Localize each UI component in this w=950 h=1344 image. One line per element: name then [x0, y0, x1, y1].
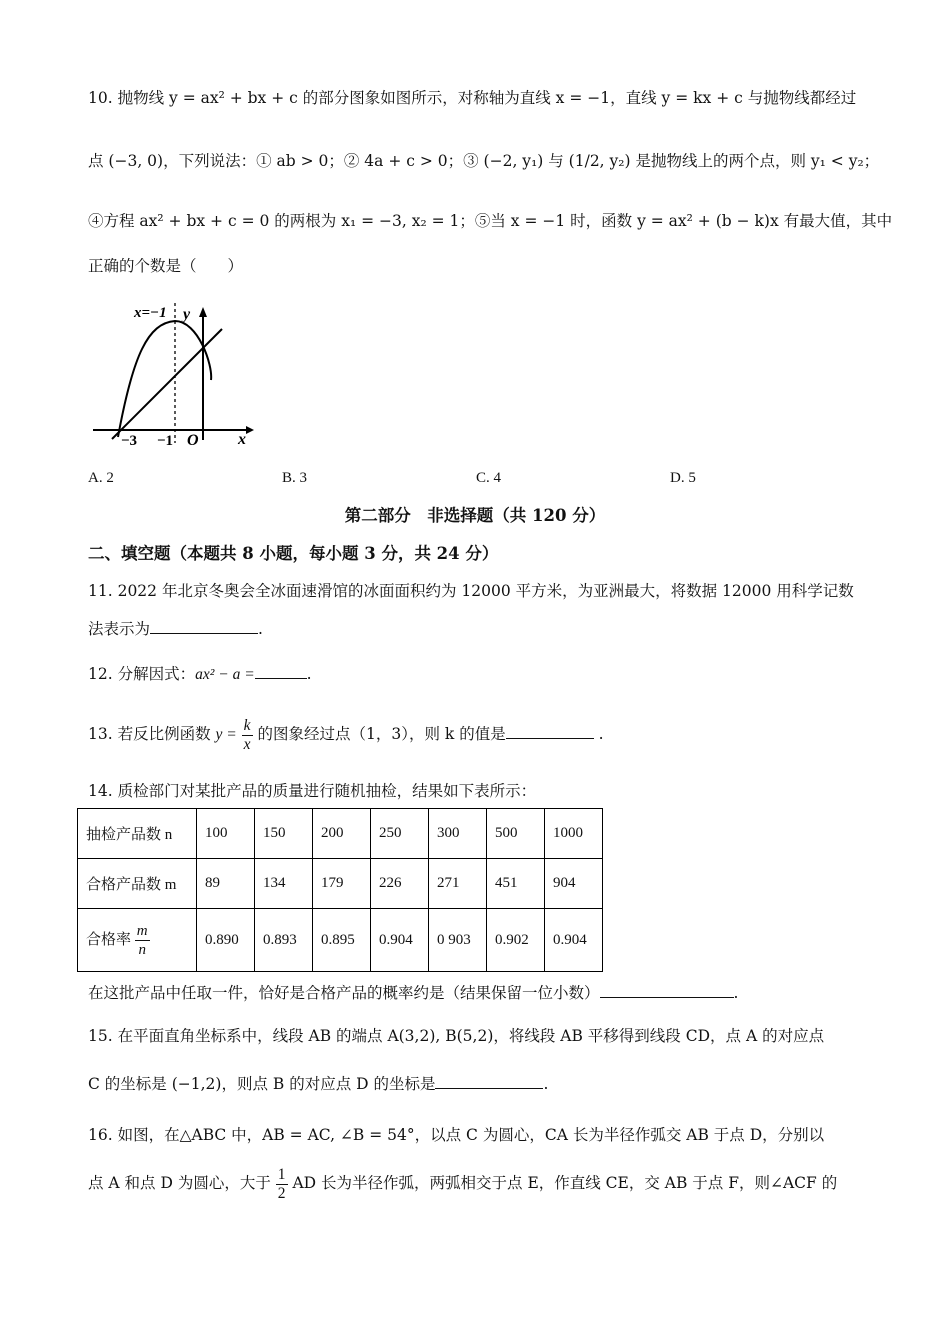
rate-num: m	[136, 922, 148, 939]
q13-post: 的图象经过点（1，3），则 k 的值是	[257, 725, 506, 743]
option-d: D. 5	[670, 470, 696, 486]
q12-text: 12. 分解因式：	[88, 665, 196, 683]
part2-title: 第二部分 非选择题（共 120 分）	[344, 506, 606, 525]
table-cell: 0.890	[197, 909, 255, 972]
row-header-n: 抽检产品数 n	[78, 809, 197, 859]
table-cell: 150	[255, 809, 313, 859]
q16-line2	[88, 1160, 837, 1206]
option-c: C. 4	[476, 470, 502, 486]
half-fraction	[276, 1166, 288, 1203]
q13-line: 13. 若反比例函数 y = $\frac{k}{x}$ 的图象经过点（1，3），则 k 的值是 .	[88, 716, 604, 753]
q12-line: 12. 分解因式：ax² − a = .	[88, 665, 312, 683]
q16-line2b: AD 长为半径作弧，两弧相交于点 E，作直线 CE，交 AB 于点 F，则∠ACF 的	[292, 1174, 838, 1192]
table-cell: 0 903	[429, 909, 487, 972]
table-cell: 904	[545, 859, 603, 909]
tick-minus1: −1	[157, 433, 174, 449]
row-header-rate	[78, 909, 197, 972]
q13-fraction	[242, 717, 253, 754]
table-cell: 451	[487, 859, 545, 909]
table-row	[78, 809, 603, 859]
table-cell: 100	[197, 809, 255, 859]
q13-pre: 13. 若反比例函数	[88, 725, 211, 743]
q15-line1: 15. 在平面直角坐标系中，线段 AB 的端点 A(3,2), B(5,2)，将线段 AB 平移得到线段 CD，点 A 的对应点	[88, 1027, 825, 1045]
x-axis-arrow	[246, 426, 254, 434]
table-cell: 1000	[545, 809, 603, 859]
y-axis-arrow	[199, 307, 207, 317]
answer-blank-11[interactable]	[150, 618, 258, 634]
q10-line4: 正确的个数是（ ）	[88, 257, 244, 275]
straight-line	[112, 329, 222, 439]
q16-line2a: 点 A 和点 D 为圆心，大于	[88, 1174, 271, 1192]
answer-blank-14[interactable]	[600, 982, 734, 998]
option-a: A. 2	[88, 470, 114, 486]
table-cell: 179	[313, 859, 371, 909]
half-den: 2	[277, 1184, 286, 1202]
half-num: 1	[277, 1165, 286, 1183]
q10-line2: 点 (−3, 0)，下列说法：① ab > 0；② 4a + c > 0；③ (−2, y₁) 与 (1/2, y₂) 是抛物线上的两个点，则 y₁ < y₂；	[88, 152, 880, 170]
table-cell: 250	[371, 809, 429, 859]
answer-blank-12[interactable]	[255, 663, 307, 679]
q11-line2: 法表示为 .	[88, 620, 263, 638]
table-row	[78, 909, 603, 972]
parabola-figure	[88, 295, 263, 450]
q15-line2-wrap: C 的坐标是 (−1,2)，则点 B 的对应点 D 的坐标是 .	[88, 1075, 549, 1093]
q12-expr: ax² − a =	[195, 666, 255, 683]
table-cell: 226	[371, 859, 429, 909]
answer-blank-13[interactable]	[506, 723, 594, 739]
table-cell: 0.902	[487, 909, 545, 972]
q15-line2: C 的坐标是 (−1,2)，则点 B 的对应点 D 的坐标是	[88, 1075, 436, 1093]
table-cell: 0.904	[371, 909, 429, 972]
q13-den: x	[243, 735, 251, 753]
table-cell: 134	[255, 859, 313, 909]
option-b: B. 3	[282, 470, 308, 486]
answer-blank-15[interactable]	[435, 1073, 543, 1089]
table-cell: 200	[313, 809, 371, 859]
x-label: x	[238, 431, 246, 448]
q10-line1: 10. 抛物线 y = ax² + bx + c 的部分图象如图所示，对称轴为直线 x = −1，直线 y = kx + c 与抛物线都经过	[88, 89, 857, 107]
q13-num: k	[243, 716, 251, 734]
axis-label: x=−1	[134, 305, 167, 321]
table-cell: 271	[429, 859, 487, 909]
q14-after: 在这批产品中任取一件，恰好是合格产品的概率约是（结果保留一位小数）	[88, 984, 600, 1002]
section2-title: 二、填空题（本题共 8 小题，每小题 3 分，共 24 分）	[88, 544, 499, 563]
q16-line1: 16. 如图，在△ABC 中，AB = AC, ∠B = 54°，以点 C 为圆心，CA 长为半径作弧交 AB 于点 D，分别以	[88, 1126, 825, 1144]
tick-minus3: −3	[121, 433, 138, 449]
q11-line1: 11. 2022 年北京冬奥会全冰面速滑馆的冰面面积约为 12000 平方米，为亚洲最大，将数据 12000 用科学记数	[88, 582, 854, 600]
q11-line2-text: 法表示为	[88, 620, 151, 638]
row-header-m: 合格产品数 m	[78, 859, 197, 909]
q14-after-line: 在这批产品中任取一件，恰好是合格产品的概率约是（结果保留一位小数） .	[88, 984, 739, 1002]
table-cell: 500	[487, 809, 545, 859]
inspection-table	[77, 808, 603, 972]
y-label: y	[183, 306, 191, 323]
q13-y: y =	[215, 726, 237, 743]
rate-den: n	[138, 941, 146, 958]
rate-fraction	[135, 922, 150, 959]
origin-label: O	[187, 432, 199, 449]
q14-intro: 14. 质检部门对某批产品的质量进行随机抽检，结果如下表所示：	[88, 782, 537, 800]
table-cell: 0.895	[313, 909, 371, 972]
rate-label: 合格率	[86, 931, 132, 948]
table-cell: 0.904	[545, 909, 603, 972]
table-cell: 0.893	[255, 909, 313, 972]
table-row	[78, 859, 603, 909]
table-cell: 300	[429, 809, 487, 859]
q10-line3: ④方程 ax² + bx + c = 0 的两根为 x₁ = −3, x₂ = 1；⑤当 x = −1 时，函数 y = ax² + (b − k)x 有最大值，其中	[88, 212, 893, 230]
table-cell: 89	[197, 859, 255, 909]
